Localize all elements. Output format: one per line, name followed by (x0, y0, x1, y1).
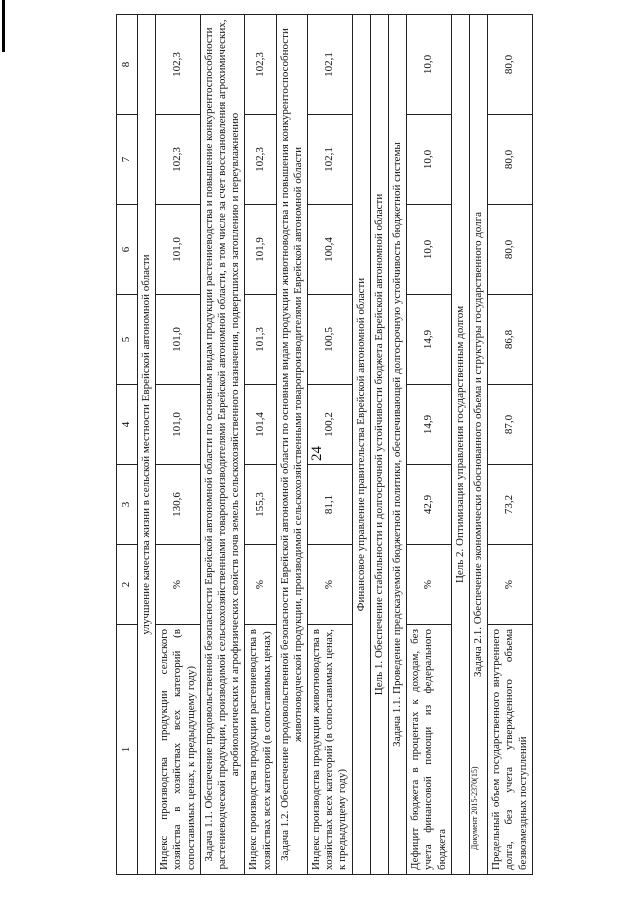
table-row (156, 15, 201, 875)
cell-value: 155,3 (245, 465, 276, 545)
section-title: Задача 1.1. Проведение предсказуемой бюджетной политики, обеспечивающей долгосрочную устойчивость бюджетной системы (389, 15, 407, 875)
cell-value: 81,1 (308, 465, 353, 545)
column-header: 6 (117, 205, 138, 295)
section-title: Задача 2.1. Обеспечение экономически обоснованного объема и структуры государственного долга (469, 15, 487, 875)
section-title: Цель 1. Обеспечение стабильности и долгосрочной устойчивости бюджета Еврейской автономной области (370, 15, 388, 875)
section-row (352, 15, 370, 875)
cell-value: 14,9 (407, 295, 452, 385)
cell-value: 10,0 (407, 115, 452, 205)
cell-value: 14,9 (407, 385, 452, 465)
section-row (451, 15, 469, 875)
table-row (308, 15, 353, 875)
column-header: 7 (117, 115, 138, 205)
table-row (407, 15, 452, 875)
section-row (370, 15, 388, 875)
indicator-name: Индекс производства продукции растениеводства в хозяйствах всех категорий (в сопоставимых ценах) (245, 625, 276, 875)
section-title: улучшение качества жизни в сельской местности Еврейской автономной области (138, 15, 156, 875)
page-number: 24 (309, 446, 325, 461)
column-header: 1 (117, 625, 138, 875)
cell-value: 80,0 (488, 15, 533, 115)
cell-value: 73,2 (488, 465, 533, 545)
indicator-name: Индекс производства продукции животноводства в хозяйствах всех категорий (в сопоставимых ценах, к предыдущему году) (308, 625, 353, 875)
cell-value: 100,2 (308, 385, 353, 465)
cell-value: 102,3 (156, 15, 201, 115)
column-header: 3 (117, 465, 138, 545)
section-row (138, 15, 156, 875)
cell-value: 101,0 (156, 205, 201, 295)
cell-value: 87,0 (488, 385, 533, 465)
cell-value: 130,6 (156, 465, 201, 545)
section-row (276, 15, 307, 875)
section-row (389, 15, 407, 875)
cell-value: % (156, 545, 201, 625)
column-header: 8 (117, 15, 138, 115)
table-wrapper (116, 15, 616, 875)
cell-value: 101,3 (245, 295, 276, 385)
cell-value: 86,8 (488, 295, 533, 385)
section-title: Задача 1.1. Обеспечение продовольственной безопасности Еврейской автономной области по основным видам продукции растениеводства и повышение конкурентоспособности растениеводческой продукции, производимой сельскохозяйственными товаропроизводителями Еврейской автономной области, в том числе за счет восстановления агрохимических, агробиологических и агрофизических свойств почв земель сельскохозяйственного назначения, подвергшихся затоплению и переувлажнению (200, 15, 245, 875)
section-row (200, 15, 245, 875)
cell-value: 101,9 (245, 205, 276, 295)
table-row (245, 15, 276, 875)
cell-value: 80,0 (488, 205, 533, 295)
column-header: 2 (117, 545, 138, 625)
cell-value: 102,3 (156, 115, 201, 205)
cell-value: 80,0 (488, 115, 533, 205)
indicator-table (116, 14, 533, 875)
column-header: 4 (117, 385, 138, 465)
section-row (469, 15, 487, 875)
cell-value: % (245, 545, 276, 625)
header-row (117, 15, 138, 875)
cell-value: 101,0 (156, 385, 201, 465)
cell-value: 100,4 (308, 205, 353, 295)
cell-value: 10,0 (407, 15, 452, 115)
indicator-name: Предельный объем государственного внутреннего долга, без учета утвержденного объема безвозмездных поступлений (488, 625, 533, 875)
cell-value: 102,3 (245, 115, 276, 205)
indicator-name: Индекс производства продукции сельского хозяйства в хозяйствах всех категорий (в сопоставимых ценах, к предыдущему году) (156, 625, 201, 875)
cell-value: % (488, 545, 533, 625)
cell-value: 10,0 (407, 205, 452, 295)
cell-value: 102,1 (308, 15, 353, 115)
cell-value: 102,3 (245, 15, 276, 115)
footer-note: Документ 2015-2370(15) (470, 766, 479, 850)
cell-value: 101,4 (245, 385, 276, 465)
cell-value: 102,1 (308, 115, 353, 205)
column-header: 5 (117, 295, 138, 385)
section-title: Финансовое управление правительства Еврейской автономной области (352, 15, 370, 875)
section-title: Цель 2. Оптимизация управления государственным долгом (451, 15, 469, 875)
margin-mark (2, 0, 5, 52)
cell-value: 42,9 (407, 465, 452, 545)
section-title: Задача 1.2. Обеспечение продовольственной безопасности Еврейской автономной области по основным видам продукции животноводства и повышения конкурентоспособности животноводческой продукции, производимой сельскохозяйственными товаропроизводителями Еврейской автономной области (276, 15, 307, 875)
table-row (488, 15, 533, 875)
cell-value: % (308, 545, 353, 625)
cell-value: 101,0 (156, 295, 201, 385)
cell-value: 100,5 (308, 295, 353, 385)
indicator-name: Дефицит бюджета в процентах к доходам, без учета финансовой помощи из федерального бюджета (407, 625, 452, 875)
cell-value: % (407, 545, 452, 625)
